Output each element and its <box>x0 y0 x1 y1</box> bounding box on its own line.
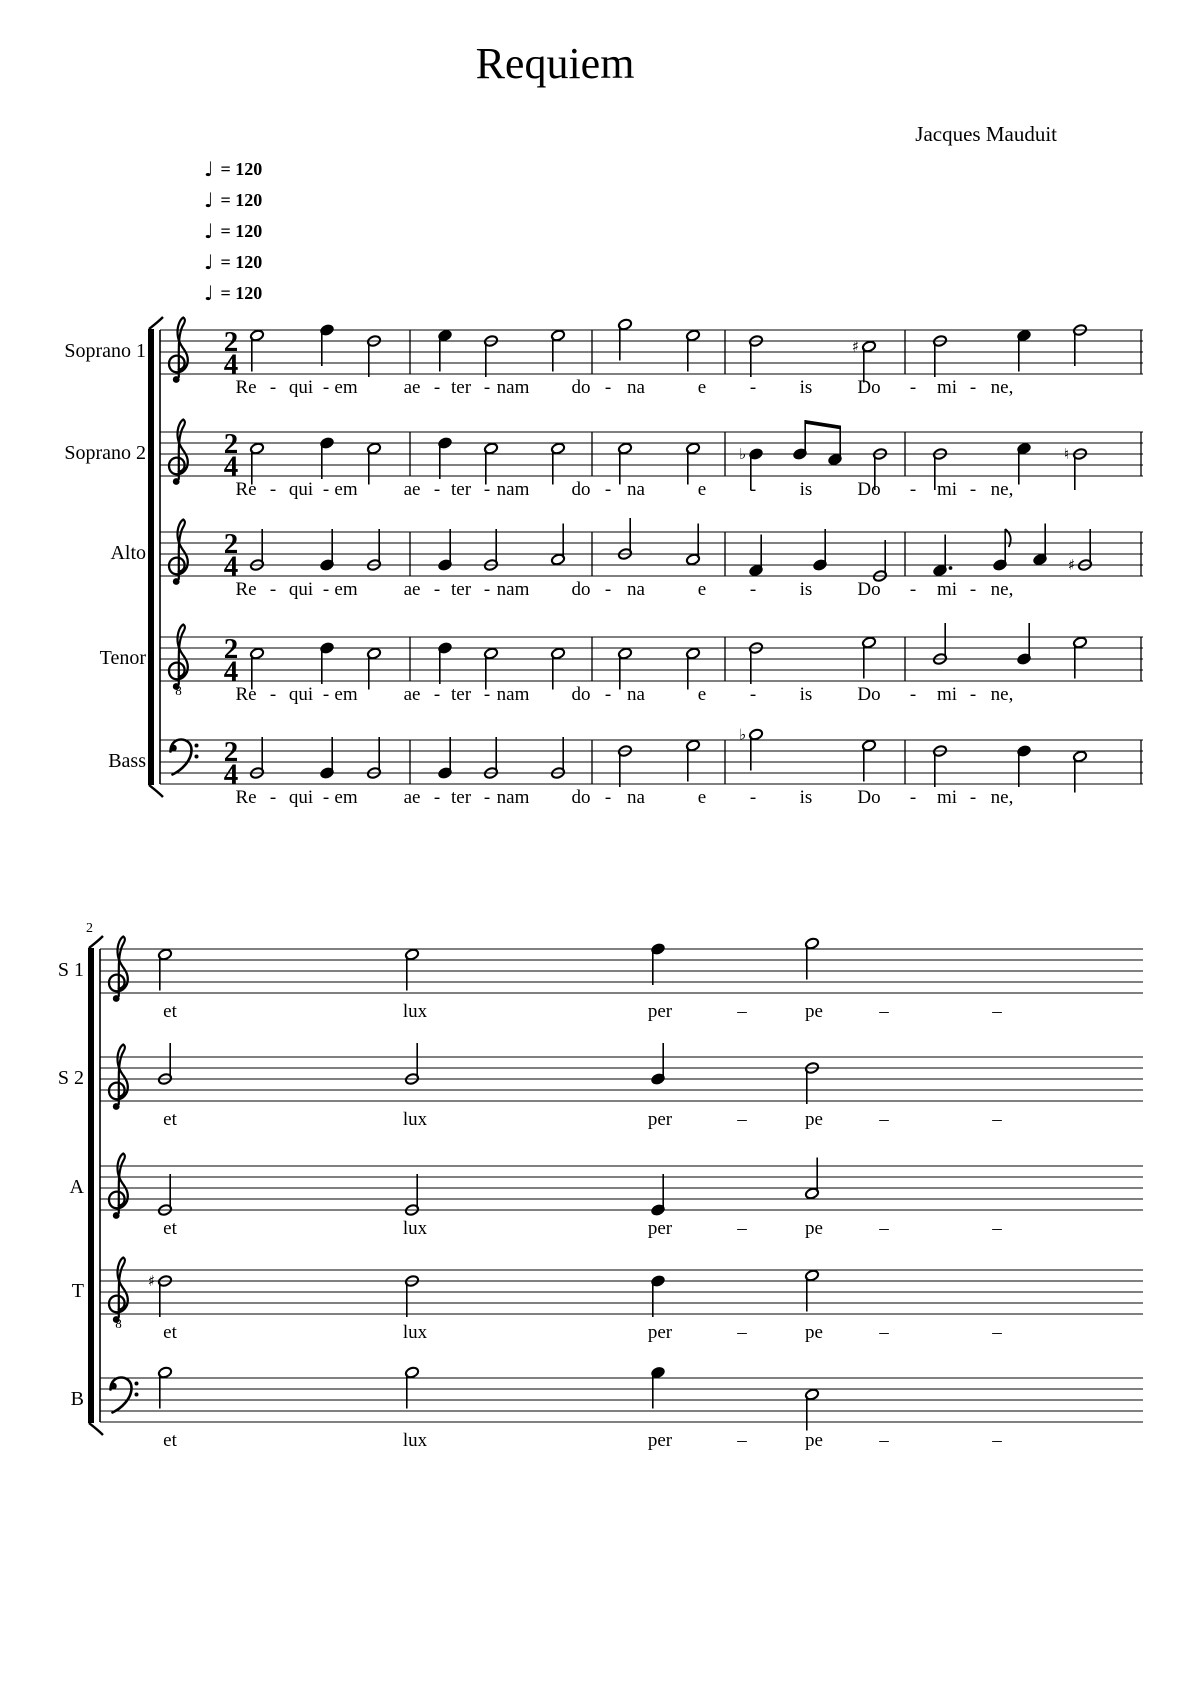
lyric-syllable: - <box>433 579 441 600</box>
lyric-syllable: mi <box>936 684 958 705</box>
lyric-syllable: is <box>799 684 813 705</box>
lyric-syllable: ter <box>450 787 472 808</box>
staff-label: Alto <box>110 542 146 564</box>
time-signature-lower: 4 <box>223 550 239 583</box>
lyric-syllable: nam <box>496 579 530 600</box>
staff-label: B <box>70 1388 84 1410</box>
lyric-syllable: na <box>627 579 645 600</box>
quarter-note-icon: ♩ <box>204 281 214 305</box>
lyric-syllable: per <box>647 1001 673 1022</box>
lyric-syllable: lux <box>402 1001 428 1022</box>
lyric-syllable: – <box>992 1218 1002 1239</box>
clef-octave-8: 8 <box>115 1316 122 1331</box>
lyric-syllable: do <box>571 787 591 808</box>
lyric-syllable: e <box>697 377 707 398</box>
lyric-syllable: na <box>627 787 645 808</box>
lyric-syllable: – <box>992 1001 1002 1022</box>
lyric-syllable: mi <box>936 479 958 500</box>
lyric-syllable: pe <box>805 1109 823 1130</box>
staff-label: Soprano 2 <box>64 442 146 464</box>
lyric-syllable: et <box>163 1001 177 1022</box>
lyric-syllable: - <box>969 377 977 398</box>
lyric-syllable: per <box>647 1109 673 1130</box>
lyric-syllable: ne, <box>990 787 1014 808</box>
time-signature-lower: 4 <box>223 655 239 688</box>
tempo-mark <box>204 249 262 275</box>
lyric-syllable: pe <box>805 1322 823 1343</box>
tempo-value: = 120 <box>220 221 263 241</box>
lyric-syllable: - <box>909 479 917 500</box>
lyric-syllable: Do <box>857 377 881 398</box>
lyric-syllable: lux <box>402 1218 428 1239</box>
composer-name: Jacques Mauduit <box>915 122 1057 146</box>
lyric-syllable: lux <box>402 1322 428 1343</box>
lyric-syllable: - <box>483 684 491 705</box>
lyric-syllable: – <box>992 1430 1002 1451</box>
lyric-syllable: ter <box>450 479 472 500</box>
piece-title: Requiem <box>475 39 635 88</box>
lyric-syllable: et <box>163 1109 177 1130</box>
lyric-syllable: - <box>749 684 757 705</box>
lyric-syllable: – <box>737 1218 747 1239</box>
sharp-icon: ♯ <box>851 337 860 356</box>
lyric-syllable: Re <box>235 787 257 808</box>
lyric-syllable: per <box>647 1322 673 1343</box>
lyric-syllable: em <box>334 787 358 808</box>
lyric-syllable: – <box>879 1109 889 1130</box>
lyric-syllable: et <box>163 1218 177 1239</box>
lyric-syllable: - <box>269 684 277 705</box>
lyric-syllable: – <box>992 1109 1002 1130</box>
lyric-syllable: ter <box>450 684 472 705</box>
lyric-syllable: pe <box>805 1430 823 1451</box>
flat-icon: ♭ <box>738 445 747 463</box>
lyric-syllable: nam <box>496 684 530 705</box>
tempo-mark <box>204 218 262 244</box>
lyric-syllable: do <box>571 579 591 600</box>
lyric-syllable: ne, <box>990 684 1014 705</box>
tempo-value: = 120 <box>220 159 263 179</box>
staff-label: Soprano 1 <box>64 340 146 362</box>
lyric-syllable: – <box>879 1001 889 1022</box>
quarter-note-icon: ♩ <box>204 250 214 274</box>
lyric-syllable: Re <box>235 684 257 705</box>
staff-label: A <box>69 1176 84 1198</box>
quarter-note-icon: ♩ <box>204 219 214 243</box>
lyric-syllable: Re <box>235 479 257 500</box>
lyric-syllable: - <box>269 377 277 398</box>
flat-icon: ♭ <box>738 725 747 744</box>
lyric-syllable: em <box>334 479 358 500</box>
lyric-syllable: em <box>334 684 358 705</box>
lyric-syllable: - <box>749 479 757 500</box>
lyric-syllable: nam <box>496 479 530 500</box>
time-signature-upper: 2 <box>223 326 239 358</box>
lyric-syllable: ae <box>403 684 421 705</box>
lyric-syllable: - <box>269 787 277 808</box>
lyric-syllable: - <box>322 787 330 808</box>
lyric-syllable: - <box>483 787 491 808</box>
lyric-syllable: do <box>571 684 591 705</box>
measure-number: 2 <box>86 921 93 936</box>
lyric-syllable: is <box>799 787 813 808</box>
lyric-syllable: - <box>909 579 917 600</box>
lyric-syllable: et <box>163 1322 177 1343</box>
lyric-syllable: na <box>627 684 645 705</box>
tempo-mark <box>204 280 262 306</box>
lyric-syllable: qui <box>288 684 314 705</box>
lyric-syllable: do <box>571 377 591 398</box>
lyric-syllable: - <box>969 579 977 600</box>
lyric-syllable: et <box>163 1430 177 1451</box>
lyric-syllable: per <box>647 1430 673 1451</box>
lyric-syllable: qui <box>288 479 314 500</box>
lyric-syllable: - <box>969 684 977 705</box>
lyric-syllable: qui <box>288 787 314 808</box>
quarter-note-icon: ♩ <box>204 157 214 181</box>
lyric-syllable: - <box>322 579 330 600</box>
lyric-syllable: ae <box>403 787 421 808</box>
lyric-syllable: - <box>604 787 612 808</box>
lyric-syllable: ae <box>403 479 421 500</box>
staff-label: Tenor <box>99 647 146 669</box>
lyric-syllable: qui <box>288 377 314 398</box>
lyric-syllable: - <box>483 479 491 500</box>
lyric-syllable: qui <box>288 579 314 600</box>
lyric-syllable: em <box>334 579 358 600</box>
lyric-syllable: Do <box>857 579 881 600</box>
lyric-syllable: – <box>879 1218 889 1239</box>
lyric-syllable: Do <box>857 684 881 705</box>
lyric-syllable: is <box>799 479 813 500</box>
lyric-syllable: - <box>749 787 757 808</box>
lyric-syllable: – <box>737 1322 747 1343</box>
lyric-syllable: - <box>604 377 612 398</box>
lyric-syllable: pe <box>805 1001 823 1022</box>
lyric-syllable: Do <box>857 479 881 500</box>
lyric-syllable: - <box>909 377 917 398</box>
lyric-syllable: mi <box>936 787 958 808</box>
lyric-syllable: ter <box>450 377 472 398</box>
lyric-syllable: na <box>627 479 645 500</box>
lyric-syllable: e <box>697 579 707 600</box>
lyric-syllable: Do <box>857 787 881 808</box>
lyric-syllable: - <box>433 377 441 398</box>
time-signature-lower: 4 <box>223 348 239 381</box>
clef-octave-8: 8 <box>175 683 182 698</box>
staff-label: T <box>71 1280 84 1302</box>
tempo-value: = 120 <box>220 190 263 210</box>
lyric-syllable: - <box>604 479 612 500</box>
lyric-syllable: ne, <box>990 479 1014 500</box>
tempo-value: = 120 <box>220 283 263 303</box>
staff-label: S 2 <box>57 1067 84 1089</box>
lyric-syllable: Re <box>235 579 257 600</box>
time-signature-upper: 2 <box>223 736 239 768</box>
natural-icon: ♮ <box>1063 445 1070 463</box>
lyric-syllable: - <box>433 479 441 500</box>
sharp-icon: ♯ <box>147 1272 156 1290</box>
lyric-syllable: – <box>737 1430 747 1451</box>
time-signature-lower: 4 <box>223 450 239 483</box>
lyric-syllable: na <box>627 377 645 398</box>
lyric-syllable: - <box>269 579 277 600</box>
lyric-syllable: e <box>697 479 707 500</box>
time-signature-upper: 2 <box>223 528 239 560</box>
lyric-syllable: ne, <box>990 377 1014 398</box>
staff-label: S 1 <box>57 959 84 981</box>
tempo-value: = 120 <box>220 252 263 272</box>
lyric-syllable: Re <box>235 377 257 398</box>
lyric-syllable: per <box>647 1218 673 1239</box>
lyric-syllable: pe <box>805 1218 823 1239</box>
lyric-syllable: - <box>909 787 917 808</box>
lyric-syllable: - <box>909 684 917 705</box>
lyric-syllable: nam <box>496 787 530 808</box>
lyric-syllable: – <box>737 1001 747 1022</box>
lyric-syllable: - <box>483 377 491 398</box>
lyric-syllable: ter <box>450 579 472 600</box>
lyric-syllable: lux <box>402 1430 428 1451</box>
lyric-syllable: - <box>604 684 612 705</box>
lyric-syllable: is <box>799 377 813 398</box>
lyric-syllable: - <box>433 684 441 705</box>
lyric-syllable: - <box>969 787 977 808</box>
time-signature-upper: 2 <box>223 428 239 460</box>
lyric-syllable: e <box>697 684 707 705</box>
lyric-syllable: - <box>322 684 330 705</box>
lyric-syllable: em <box>334 377 358 398</box>
sharp-icon: ♯ <box>1067 556 1076 574</box>
lyric-syllable: - <box>969 479 977 500</box>
lyric-syllable: do <box>571 479 591 500</box>
lyric-syllable: ae <box>403 579 421 600</box>
lyric-syllable: – <box>992 1322 1002 1343</box>
lyric-syllable: lux <box>402 1109 428 1130</box>
lyric-syllable: - <box>749 377 757 398</box>
lyric-syllable: - <box>322 377 330 398</box>
lyric-syllable: nam <box>496 377 530 398</box>
lyric-syllable: – <box>737 1109 747 1130</box>
quarter-note-icon: ♩ <box>204 188 214 212</box>
lyric-syllable: – <box>879 1322 889 1343</box>
staff-label: Bass <box>108 750 146 772</box>
time-signature-lower: 4 <box>223 758 239 791</box>
lyric-syllable: mi <box>936 579 958 600</box>
lyric-syllable: e <box>697 787 707 808</box>
lyric-syllable: - <box>604 579 612 600</box>
lyric-syllable: mi <box>936 377 958 398</box>
lyric-syllable: – <box>879 1430 889 1451</box>
lyric-syllable: - <box>322 479 330 500</box>
lyric-syllable: ae <box>403 377 421 398</box>
lyric-syllable: - <box>749 579 757 600</box>
lyric-syllable: is <box>799 579 813 600</box>
lyric-syllable: - <box>483 579 491 600</box>
tempo-mark <box>204 156 262 182</box>
lyric-syllable: ne, <box>990 579 1014 600</box>
lyric-syllable: - <box>269 479 277 500</box>
tempo-mark <box>204 187 262 213</box>
time-signature-upper: 2 <box>223 633 239 665</box>
lyric-syllable: - <box>433 787 441 808</box>
